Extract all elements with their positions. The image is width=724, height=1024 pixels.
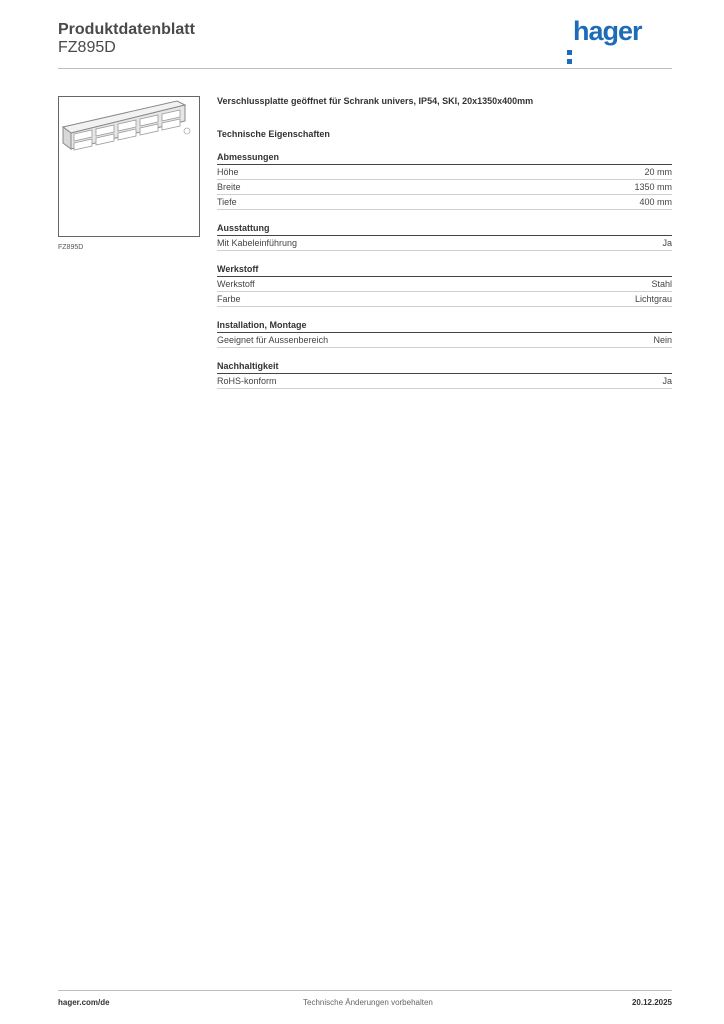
spec-label: Geeignet für Aussenbereich bbox=[217, 335, 329, 345]
footer-website-link[interactable]: hager.com/de bbox=[58, 998, 110, 1007]
spec-row bbox=[217, 165, 672, 180]
spec-row bbox=[217, 292, 672, 307]
spec-value: 400 mm bbox=[639, 197, 672, 207]
footer-divider bbox=[58, 990, 672, 991]
section-sustainability bbox=[217, 361, 672, 389]
header-divider bbox=[58, 68, 672, 69]
section-title: Werkstoff bbox=[217, 264, 672, 277]
spec-value: Ja bbox=[662, 238, 672, 248]
image-caption: FZ895D bbox=[58, 244, 84, 251]
spec-label: Breite bbox=[217, 182, 241, 192]
spec-value: Stahl bbox=[651, 279, 672, 289]
section-title: Abmessungen bbox=[217, 152, 672, 165]
hager-logo bbox=[567, 16, 642, 47]
section-title: Installation, Montage bbox=[217, 320, 672, 333]
product-description: Verschlussplatte geöffnet für Schrank univers, IP54, SKI, 20x1350x400mm bbox=[217, 96, 534, 106]
spec-row bbox=[217, 180, 672, 195]
spec-label: Tiefe bbox=[217, 197, 237, 207]
section-material bbox=[217, 264, 672, 307]
footer-notice: Technische Änderungen vorbehalten bbox=[303, 998, 433, 1007]
spec-value: 20 mm bbox=[644, 167, 672, 177]
spec-row bbox=[217, 333, 672, 348]
section-dimensions bbox=[217, 152, 672, 210]
spec-row bbox=[217, 374, 672, 389]
spec-label: RoHS-konform bbox=[217, 376, 277, 386]
closure-plate-image bbox=[59, 97, 199, 236]
spec-label: Farbe bbox=[217, 294, 241, 304]
spec-row bbox=[217, 277, 672, 292]
spec-row bbox=[217, 236, 672, 251]
logo-text: hager bbox=[573, 16, 642, 46]
section-title: Nachhaltigkeit bbox=[217, 361, 672, 374]
spec-value: 1350 mm bbox=[634, 182, 672, 192]
spec-value: Nein bbox=[653, 335, 672, 345]
spec-label: Werkstoff bbox=[217, 279, 255, 289]
product-details bbox=[217, 96, 672, 389]
product-code: FZ895D bbox=[58, 39, 116, 56]
spec-label: Mit Kabeleinführung bbox=[217, 238, 298, 248]
section-title: Ausstattung bbox=[217, 223, 672, 236]
spec-value: Ja bbox=[662, 376, 672, 386]
product-image-frame bbox=[58, 96, 200, 237]
page-title: Produktdatenblatt bbox=[58, 21, 195, 38]
footer-date: 20.12.2025 bbox=[631, 998, 672, 1007]
section-equipment bbox=[217, 223, 672, 251]
section-installation bbox=[217, 320, 672, 348]
spec-value: Lichtgrau bbox=[634, 294, 672, 304]
spec-row bbox=[217, 195, 672, 210]
tech-properties-title: Technische Eigenschaften bbox=[217, 129, 330, 139]
spec-label: Höhe bbox=[217, 167, 239, 177]
